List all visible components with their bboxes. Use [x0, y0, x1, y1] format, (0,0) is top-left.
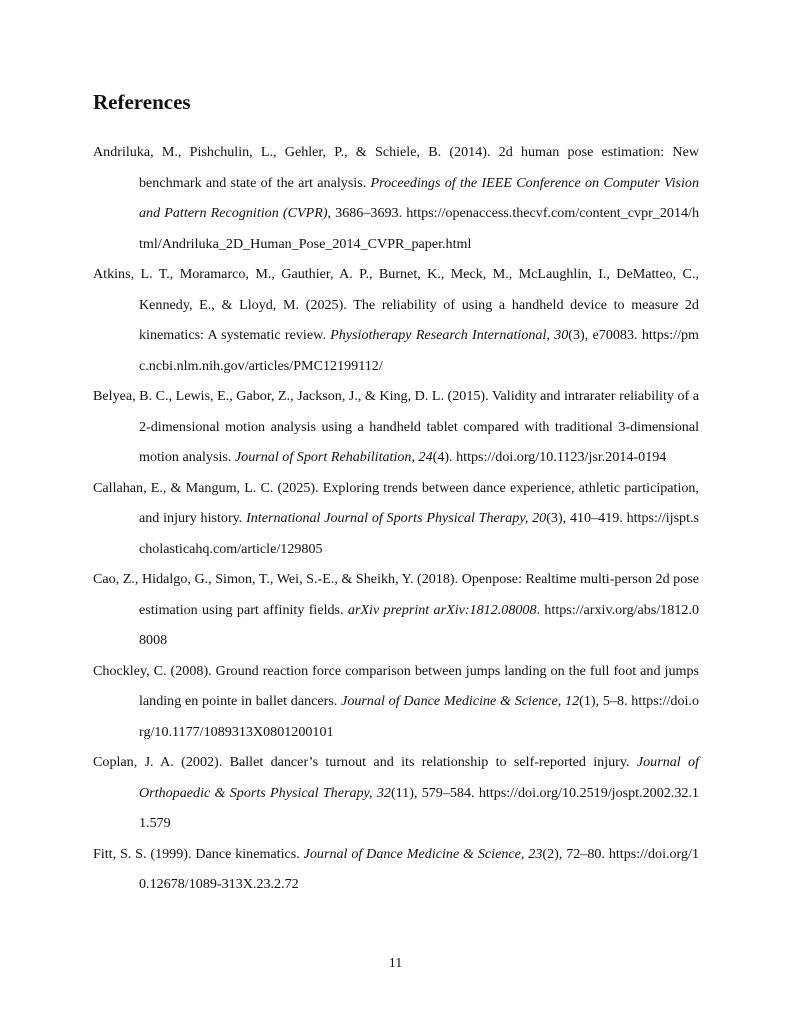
reference-entry [93, 381, 699, 473]
reference-venue: Journal of Dance Medicine & Science [341, 693, 558, 709]
reference-url[interactable]: https://doi.org/10.12678/1089-313X.23.2.72 [139, 845, 699, 892]
reference-volume: , 23 [520, 845, 543, 862]
reference-authors: Callahan, E., & Mangum, L. C. (2025). [93, 479, 323, 496]
reference-url[interactable]: https://pmc.ncbi.nlm.nih.gov/articles/PMC12199112/ [139, 327, 699, 374]
reference-details: (3), e70083. [568, 327, 642, 343]
reference-url[interactable]: https://doi.org/10.2519/jospt.2002.32.11.579 [139, 784, 699, 831]
reference-url[interactable]: https://openaccess.thecvf.com/content_cvpr_2014/html/Andriluka_2D_Human_Pose_2014_CVPR_paper.html [139, 205, 700, 252]
reference-details: (1), 5–8. [579, 693, 632, 709]
reference-entry [93, 839, 699, 900]
reference-details: , 3686–3693. [327, 205, 407, 221]
reference-details: (2), 72–80. [542, 845, 609, 862]
reference-list [93, 137, 699, 900]
reference-details: (11), 579–584. [390, 784, 479, 801]
reference-url[interactable]: https://arxiv.org/abs/1812.08008 [139, 601, 700, 648]
reference-venue: Journal of Orthopaedic & Sports Physical Therapy [139, 754, 699, 801]
reference-title: The reliability of using a handheld device to measure 2d kinematics: A systematic review. [139, 296, 699, 343]
reference-authors: Belyea, B. C., Lewis, E., Gabor, Z., Jackson, J., & King, D. L. (2015). [93, 388, 492, 404]
reference-title: Dance kinematics. [195, 845, 304, 862]
reference-venue: arXiv preprint arXiv:1812.08008 [347, 601, 537, 618]
reference-volume: , 12 [557, 693, 580, 709]
reference-details: (3), 410–419. [546, 510, 627, 526]
reference-entry [93, 259, 699, 381]
reference-volume: , 24 [411, 449, 433, 465]
reference-title: Exploring trends between dance experience, athletic participation, and injury history. [139, 479, 699, 526]
reference-authors: Atkins, L. T., Moramarco, M., Gauthier, A. P., Burnet, K., Meck, M., McLaughlin, I., DeMatteo, C., Kennedy, E., & Lloyd, M. (2025). [93, 266, 699, 313]
reference-authors: Chockley, C. (2008). [93, 662, 216, 679]
reference-volume: , 20 [524, 510, 547, 526]
reference-venue: Physiotherapy Research International [330, 327, 547, 343]
reference-entry [93, 137, 699, 259]
reference-entry [93, 564, 699, 656]
reference-title: Ground reaction force comparison between jumps landing on the full foot and jumps landing en pointe in ballet dancers. [139, 662, 699, 709]
reference-title: Openpose: Realtime multi-person 2d pose estimation using part affinity fields. [139, 571, 699, 618]
reference-url[interactable]: https://doi.org/10.1177/1089313X0801200101 [139, 693, 700, 740]
reference-title: 2d human pose estimation: New benchmark and state of the art analysis. [139, 144, 699, 191]
reference-url[interactable]: https://doi.org/10.1123/jsr.2014-0194 [456, 449, 667, 465]
reference-details: . [536, 601, 545, 618]
reference-venue: International Journal of Sports Physical Therapy [246, 510, 525, 526]
reference-title: Ballet dancer’s turnout and its relationship to self-reported injury. [229, 754, 637, 770]
reference-entry [93, 656, 699, 748]
reference-entry [93, 473, 699, 565]
reference-authors: Coplan, J. A. (2002). [93, 754, 230, 770]
reference-url[interactable]: https://ijspt.scholasticahq.com/article/129805 [139, 510, 700, 557]
reference-authors: Andriluka, M., Pishchulin, L., Gehler, P., & Schiele, B. (2014). [93, 144, 499, 160]
reference-title: Validity and intrarater reliability of a 2-dimensional motion analysis using a handheld tablet compared with traditional 3-dimensional motion analysis. [139, 388, 699, 465]
references-heading: References [93, 90, 191, 114]
reference-volume: , 32 [369, 784, 391, 801]
reference-authors: Fitt, S. S. (1999). [93, 845, 196, 862]
page-number: 11 [388, 956, 403, 971]
reference-venue: Journal of Dance Medicine & Science [303, 845, 521, 862]
reference-venue: Journal of Sport Rehabilitation [234, 449, 412, 465]
reference-entry [93, 747, 699, 839]
reference-authors: Cao, Z., Hidalgo, G., Simon, T., Wei, S.-E., & Sheikh, Y. (2018). [93, 571, 462, 587]
reference-details: (4). [432, 449, 457, 465]
reference-venue: Proceedings of the IEEE Conference on Computer Vision and Pattern Recognition (CVPR) [139, 174, 699, 221]
reference-volume: , 30 [546, 327, 569, 343]
